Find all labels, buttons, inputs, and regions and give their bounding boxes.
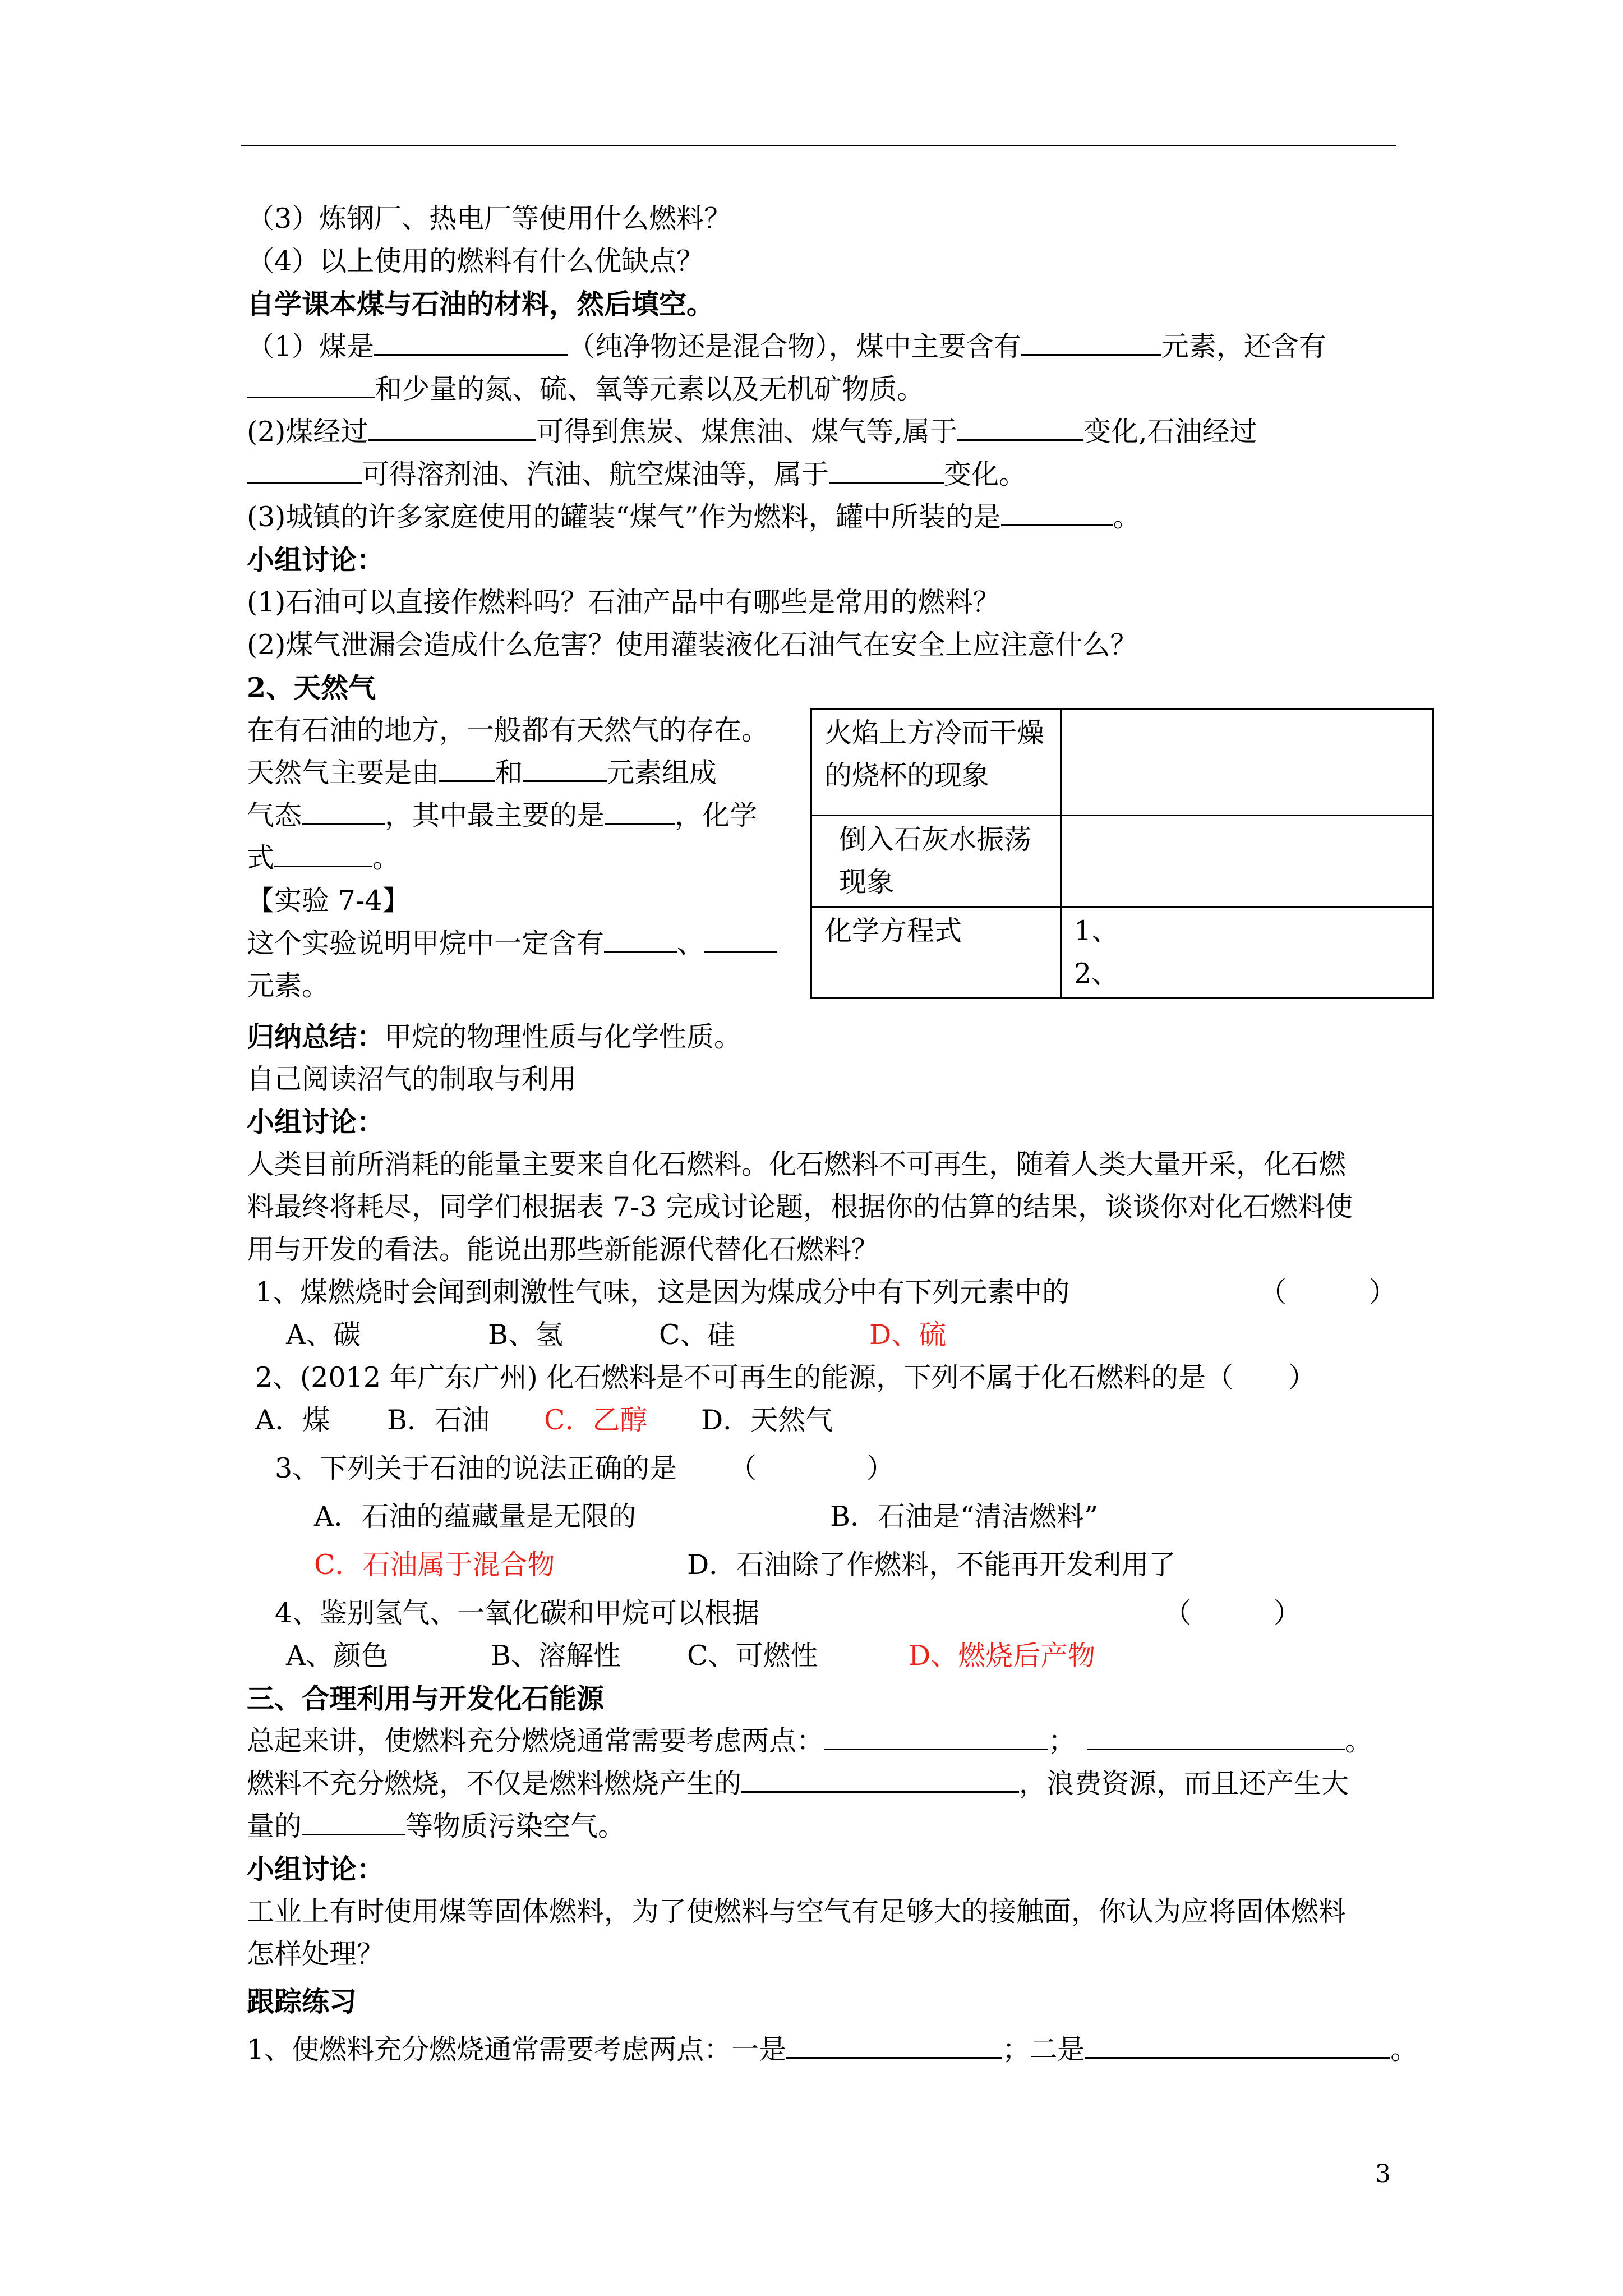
experiment-table [810, 708, 1434, 999]
industry-line-1: 工业上有时使用煤等固体燃料，为了使燃料与空气有足够大的接触面，你认为应将固体燃料 [247, 1895, 1347, 1927]
fill-q2-line2: 可得溶剂油、汽油、航空煤油等，属于 变化。 [247, 453, 1026, 496]
mc1-paren: （ ） [1259, 1276, 1397, 1308]
mc3-option-d: D．石油除了作燃料，不能再开发利用了 [687, 1549, 1177, 1581]
question-4: （4）以上使用的燃料有什么优缺点？ [247, 245, 704, 277]
mc2-option-a: A．煤 [255, 1404, 330, 1436]
mc4-option-a: A、颜色 [286, 1640, 389, 1672]
mc2-stem: 2、(2012 年广东广州) 化石燃料是不可再生的能源，下列不属于化石燃料的是（ ） [255, 1361, 1316, 1393]
biogas-reading: 自己阅读沼气的制取与利用 [247, 1063, 577, 1095]
mc2-option-d: D．天然气 [701, 1404, 833, 1436]
self-study-heading: 自学课本煤与石油的材料，然后填空。 [247, 288, 714, 320]
fill-q3: (3)城镇的许多家庭使用的罐装“煤气”作为燃料，罐中所装的是 。 [247, 496, 1141, 539]
page-number: 3 [1375, 2160, 1391, 2188]
paragraph-line-2: 料最终将耗尽，同学们根据表 7-3 完成讨论题，根据你的估算的结果，谈谈你对化石燃料使 [247, 1191, 1353, 1223]
practice-line-1: 1、使燃料充分燃烧通常需要考虑两点：一是 ；二是 。 [247, 2028, 1418, 2071]
fill-q1-line1: （1）煤是 （纯净物还是混合物），煤中主要含有 元素，还含有 [247, 325, 1326, 368]
fill-q1-line2: 和少量的氮、硫、氧等元素以及无机矿物质。 [247, 368, 924, 411]
gas-line-6: 元素。 [247, 970, 330, 1002]
paragraph-line-3: 用与开发的看法。能说出那些新能源代替化石燃料？ [247, 1234, 879, 1266]
discussion-item-2: (2)煤气泄漏会造成什么危害？使用灌装液化石油气在安全上应注意什么？ [247, 629, 1138, 661]
table-cell-equations: 1、 2、 [1061, 907, 1433, 999]
mc4-option-c: C、可燃性 [687, 1640, 818, 1672]
discussion-item-1: (1)石油可以直接作燃料吗？石油产品中有哪些是常用的燃料？ [247, 586, 1000, 618]
mc3-option-b: B．石油是“清洁燃料” [830, 1501, 1099, 1533]
table-cell-cold-beaker: 火焰上方冷而干燥的烧杯的现象 [811, 709, 1061, 816]
table-cell-answer [1061, 709, 1433, 816]
mc1-option-d-answer: D、硫 [869, 1319, 947, 1351]
table-cell-equation-label: 化学方程式 [811, 907, 1061, 999]
natural-gas-heading: 2、天然气 [247, 671, 376, 704]
mc3-option-a: A．石油的蕴藏量是无限的 [314, 1501, 637, 1533]
experiment-label: 【实验 7-4】 [247, 885, 410, 917]
fill-q2-line1: (2)煤经过 可得到焦炭、煤焦油、煤气等,属于 变化,石油经过 [247, 411, 1257, 453]
section-3-heading: 三、合理利用与开发化石能源 [247, 1682, 605, 1715]
paragraph-line-1: 人类目前所消耗的能量主要来自化石燃料。化石燃料不可再生，随着人类大量开采，化石燃 [247, 1148, 1347, 1180]
section-3-line-2: 燃料不充分燃烧，不仅是燃料燃烧产生的 ，浪费资源，而且还产生大 [247, 1763, 1349, 1805]
mc1-stem: 1、煤燃烧时会闻到刺激性气味，这是因为煤成分中有下列元素中的 [255, 1276, 1070, 1308]
mc3-paren: （ ） [729, 1452, 895, 1484]
mc4-option-b: B、溶解性 [491, 1640, 621, 1672]
discussion-label-2: 小组讨论： [247, 1106, 385, 1138]
mc4-stem: 4、鉴别氢气、一氧化碳和甲烷可以根据 [275, 1597, 760, 1629]
mc4-option-d-answer: D、燃烧后产物 [909, 1640, 1096, 1672]
industry-line-2: 怎样处理？ [247, 1938, 385, 1970]
table-cell-limewater: 倒入石灰水振荡现象 [811, 816, 1061, 907]
practice-heading: 跟踪练习 [247, 1985, 357, 2018]
mc3-stem: 3、下列关于石油的说法正确的是 [275, 1452, 677, 1484]
gas-line-3: 气态 ，其中最主要的是 ，化学 [247, 794, 757, 837]
section-3-line-1: 总起来讲，使燃料充分燃烧通常需要考虑两点： ； 。 [247, 1720, 1372, 1763]
mc4-paren: （ ） [1164, 1597, 1302, 1629]
mc2-option-c-answer: C．乙醇 [544, 1404, 648, 1436]
gas-line-4: 式 。 [247, 837, 400, 880]
discussion-label-3: 小组讨论： [247, 1853, 385, 1885]
question-3: （3）炼钢厂、热电厂等使用什么燃料？ [247, 203, 732, 234]
mc2-option-b: B．石油 [387, 1404, 490, 1436]
table-row [811, 709, 1433, 816]
section-3-line-3: 量的 等物质污染空气。 [247, 1805, 625, 1848]
header-rule [241, 145, 1396, 146]
summary: 归纳总结：甲烷的物理性质与化学性质。 [247, 1020, 742, 1053]
gas-line-2: 天然气主要是由 和 元素组成 [247, 752, 717, 794]
table-cell-answer [1061, 816, 1433, 907]
gas-line-5: 这个实验说明甲烷中一定含有 、 [247, 922, 777, 965]
table-row [811, 907, 1433, 999]
mc1-option-a: A、碳 [286, 1319, 361, 1351]
mc1-option-b: B、氢 [488, 1319, 564, 1351]
discussion-label-1: 小组讨论： [247, 544, 385, 576]
table-row [811, 816, 1433, 907]
mc3-option-c-answer: C．石油属于混合物 [314, 1549, 555, 1581]
mc1-option-c: C、硅 [659, 1319, 735, 1351]
gas-line-1: 在有石油的地方，一般都有天然气的存在。 [247, 714, 769, 746]
